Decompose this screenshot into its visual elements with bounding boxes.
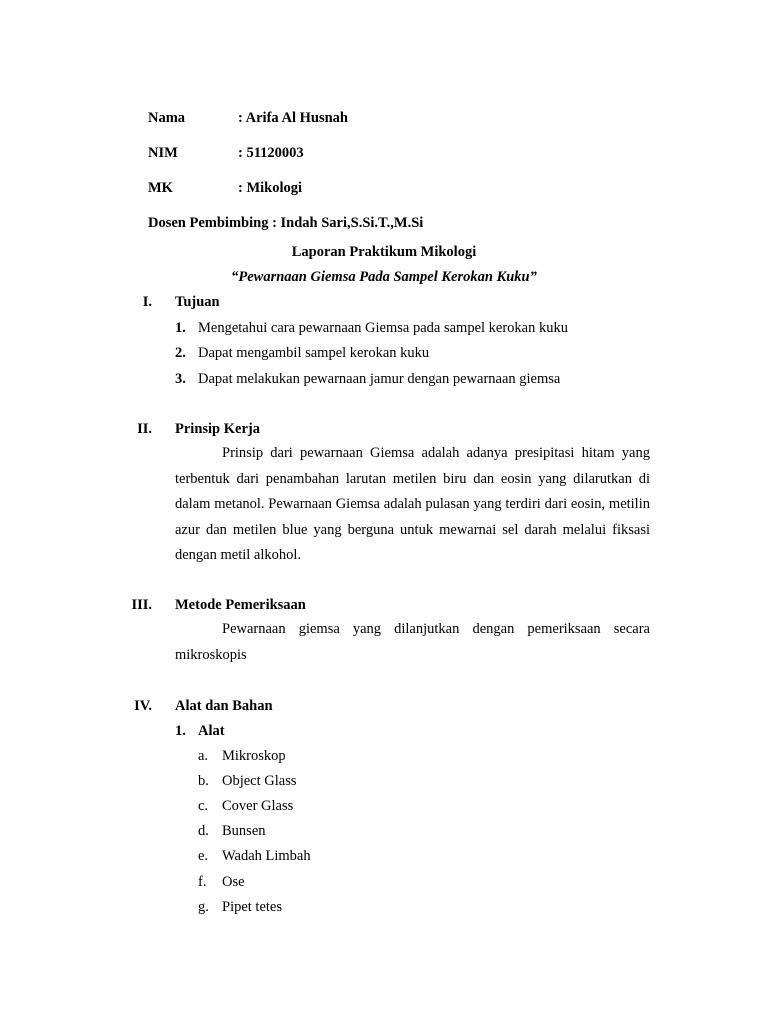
alat-item-text: Mikroskop bbox=[222, 748, 286, 764]
list-item-text: Dapat mengambil sampel kerokan kuku bbox=[198, 345, 430, 361]
alat-item-text: Wadah Limbah bbox=[222, 848, 311, 864]
dosen-line: Dosen Pembimbing : Indah Sari,S.Si.T.,M.Si bbox=[148, 215, 424, 231]
list-item-text: Mengetahui cara pewarnaan Giemsa pada sampel kerokan kuku bbox=[198, 320, 568, 336]
section-1-numeral: I. bbox=[142, 294, 152, 310]
section-2-title: Prinsip Kerja bbox=[175, 421, 260, 437]
subsection-number: 1. bbox=[175, 723, 186, 739]
alat-item-letter: a. bbox=[198, 748, 209, 764]
alat-item-text: Cover Glass bbox=[222, 798, 294, 814]
alat-item-letter: c. bbox=[198, 798, 209, 814]
subsection-title: Alat bbox=[198, 723, 225, 739]
alat-item-text: Bunsen bbox=[222, 823, 266, 839]
list-item-number: 2. bbox=[175, 345, 186, 361]
mk-label: MK bbox=[148, 180, 173, 196]
mk-value: : Mikologi bbox=[238, 180, 303, 196]
section-3-numeral: III. bbox=[131, 597, 152, 613]
section-2-numeral: II. bbox=[137, 421, 152, 437]
list-item-number: 1. bbox=[175, 320, 186, 336]
alat-item-letter: b. bbox=[198, 773, 209, 789]
section-4-title: Alat dan Bahan bbox=[175, 698, 273, 714]
paragraph-text: Pewarnaan giemsa yang dilanjutkan dengan pemeriksaan secara mikroskopis bbox=[175, 621, 650, 663]
alat-item-text: Ose bbox=[222, 874, 245, 890]
alat-item-letter: g. bbox=[198, 899, 209, 915]
paragraph-text: Prinsip dari pewarnaan Giemsa adalah adanya presipitasi hitam yang terbentuk dari penambahan larutan metilen biru dan eosin yang dilarutkan di dalam metanol. Pewarnaan Giemsa adalah pulasan yang terdiri dari eosin, metilin azur dan metilen blue yang berguna untuk mewarnai sel darah melalui fiksasi dengan metil alkohol. bbox=[175, 445, 650, 563]
nim-value: : 51120003 bbox=[238, 145, 304, 161]
alat-item-text: Pipet tetes bbox=[222, 899, 283, 915]
alat-item-letter: f. bbox=[198, 874, 207, 890]
alat-item-text: Object Glass bbox=[222, 773, 297, 789]
metode-paragraph bbox=[175, 617, 650, 668]
section-1-title: Tujuan bbox=[175, 294, 220, 310]
report-title: Laporan Praktikum Mikologi bbox=[291, 244, 477, 260]
section-3-title: Metode Pemeriksaan bbox=[175, 597, 306, 613]
list-item-text: Dapat melakukan pewarnaan jamur dengan pewarnaan giemsa bbox=[198, 371, 561, 387]
alat-item-letter: d. bbox=[198, 823, 209, 839]
nama-value: : Arifa Al Husnah bbox=[238, 110, 348, 126]
report-subtitle: “Pewarnaan Giemsa Pada Sampel Kerokan Kuku” bbox=[231, 269, 537, 285]
alat-item-letter: e. bbox=[198, 848, 209, 864]
list-item-number: 3. bbox=[175, 371, 186, 387]
nim-label: NIM bbox=[148, 145, 178, 161]
nama-label: Nama bbox=[148, 110, 186, 126]
prinsip-kerja-paragraph bbox=[175, 441, 650, 569]
section-4-numeral: IV. bbox=[134, 698, 152, 714]
